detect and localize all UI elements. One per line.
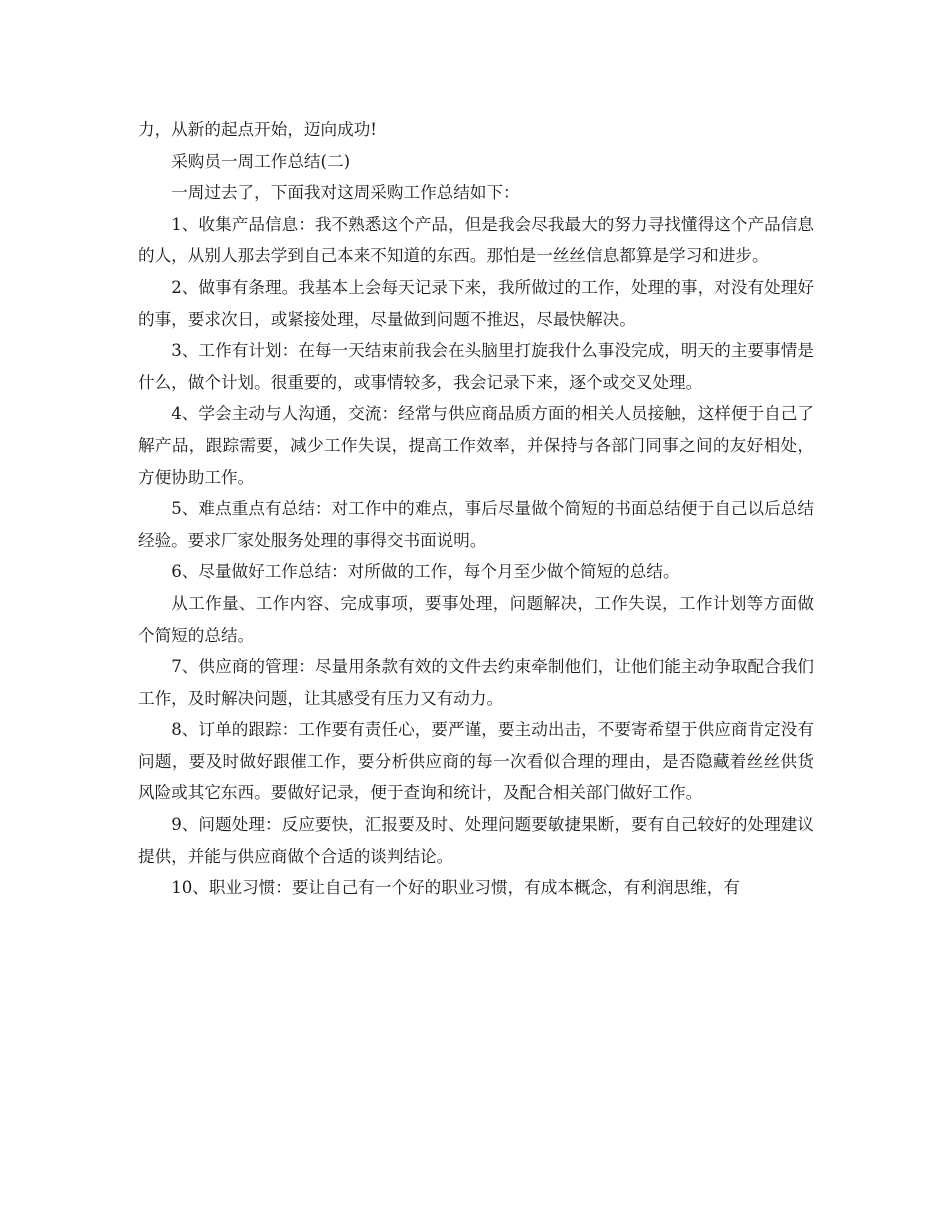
item-paragraph-1: 1、收集产品信息：我不熟悉这个产品，但是我会尽我最大的努力寻找懂得这个产品信息的人，从别人那去学到自己本来不知道的东西。那怕是一丝丝信息都算是学习和进步。: [138, 214, 814, 266]
document-body: [138, 114, 814, 904]
item-paragraph-9: 9、问题处理：反应要快，汇报要及时、处理问题要敏捷果断，要有自己较好的处理建议提供，并能与供应商做个合适的谈判结论。: [138, 815, 814, 866]
item-paragraph-6: 6、尽量做好工作总结：对所做的工作，每个月至少做个简短的总结。: [171, 562, 680, 582]
item-paragraph-10: 10、职业习惯：要让自己有一个好的职业习惯，有成本概念，有利润思维，有: [171, 878, 740, 898]
item-paragraph-8: 8、订单的跟踪：工作要有责任心，要严谨，要主动出击，不要寄希望于供应商肯定没有问题，要及时做好跟催工作，要分析供应商的每一次看似合理的理由，是否隐藏着丝丝供货风险或其它东西。要做好记录，便于查询和统计，及配合相关部门做好工作。: [138, 720, 814, 803]
item-paragraph-7: 7、供应商的管理：尽量用条款有效的文件去约束牵制他们，让他们能主动争取配合我们工作，及时解决问题，让其感受有压力又有动力。: [138, 657, 814, 708]
item-paragraph-5: 5、难点重点有总结：对工作中的难点，事后尽量做个简短的书面总结便于自己以后总结经验。要求厂家处服务处理的事得交书面说明。: [138, 499, 814, 550]
paragraph-continuation: 力，从新的起点开始，迈向成功!: [138, 120, 377, 139]
item-paragraph-2: 2、做事有条理。我基本上会每天记录下来，我所做过的工作，处理的事，对没有处理好的事，要求次日，或紧接处理，尽量做到问题不推迟，尽最快解决。: [138, 277, 814, 329]
section-heading: 采购员一周工作总结(二): [171, 151, 351, 171]
item-paragraph-4: 4、学会主动与人沟通，交流：经常与供应商品质方面的相关人员接触，这样便于自己了解产品，跟踪需要，减少工作失误，提高工作效率，并保持与各部门同事之间的友好相处，方便协助工作。: [138, 404, 814, 487]
intro-paragraph: 一周过去了，下面我对这周采购工作总结如下：: [171, 183, 520, 203]
item-paragraph-6-detail: 从工作量、工作内容、完成事项，要事处理，问题解决，工作失误，工作计划等方面做个简短的总结。: [138, 593, 814, 645]
item-paragraph-3: 3、工作有计划：在每一天结束前我会在头脑里打旋我什么事没完成，明天的主要事情是什么，做个计划。很重要的，或事情较多，我会记录下来，逐个或交叉处理。: [138, 341, 814, 392]
